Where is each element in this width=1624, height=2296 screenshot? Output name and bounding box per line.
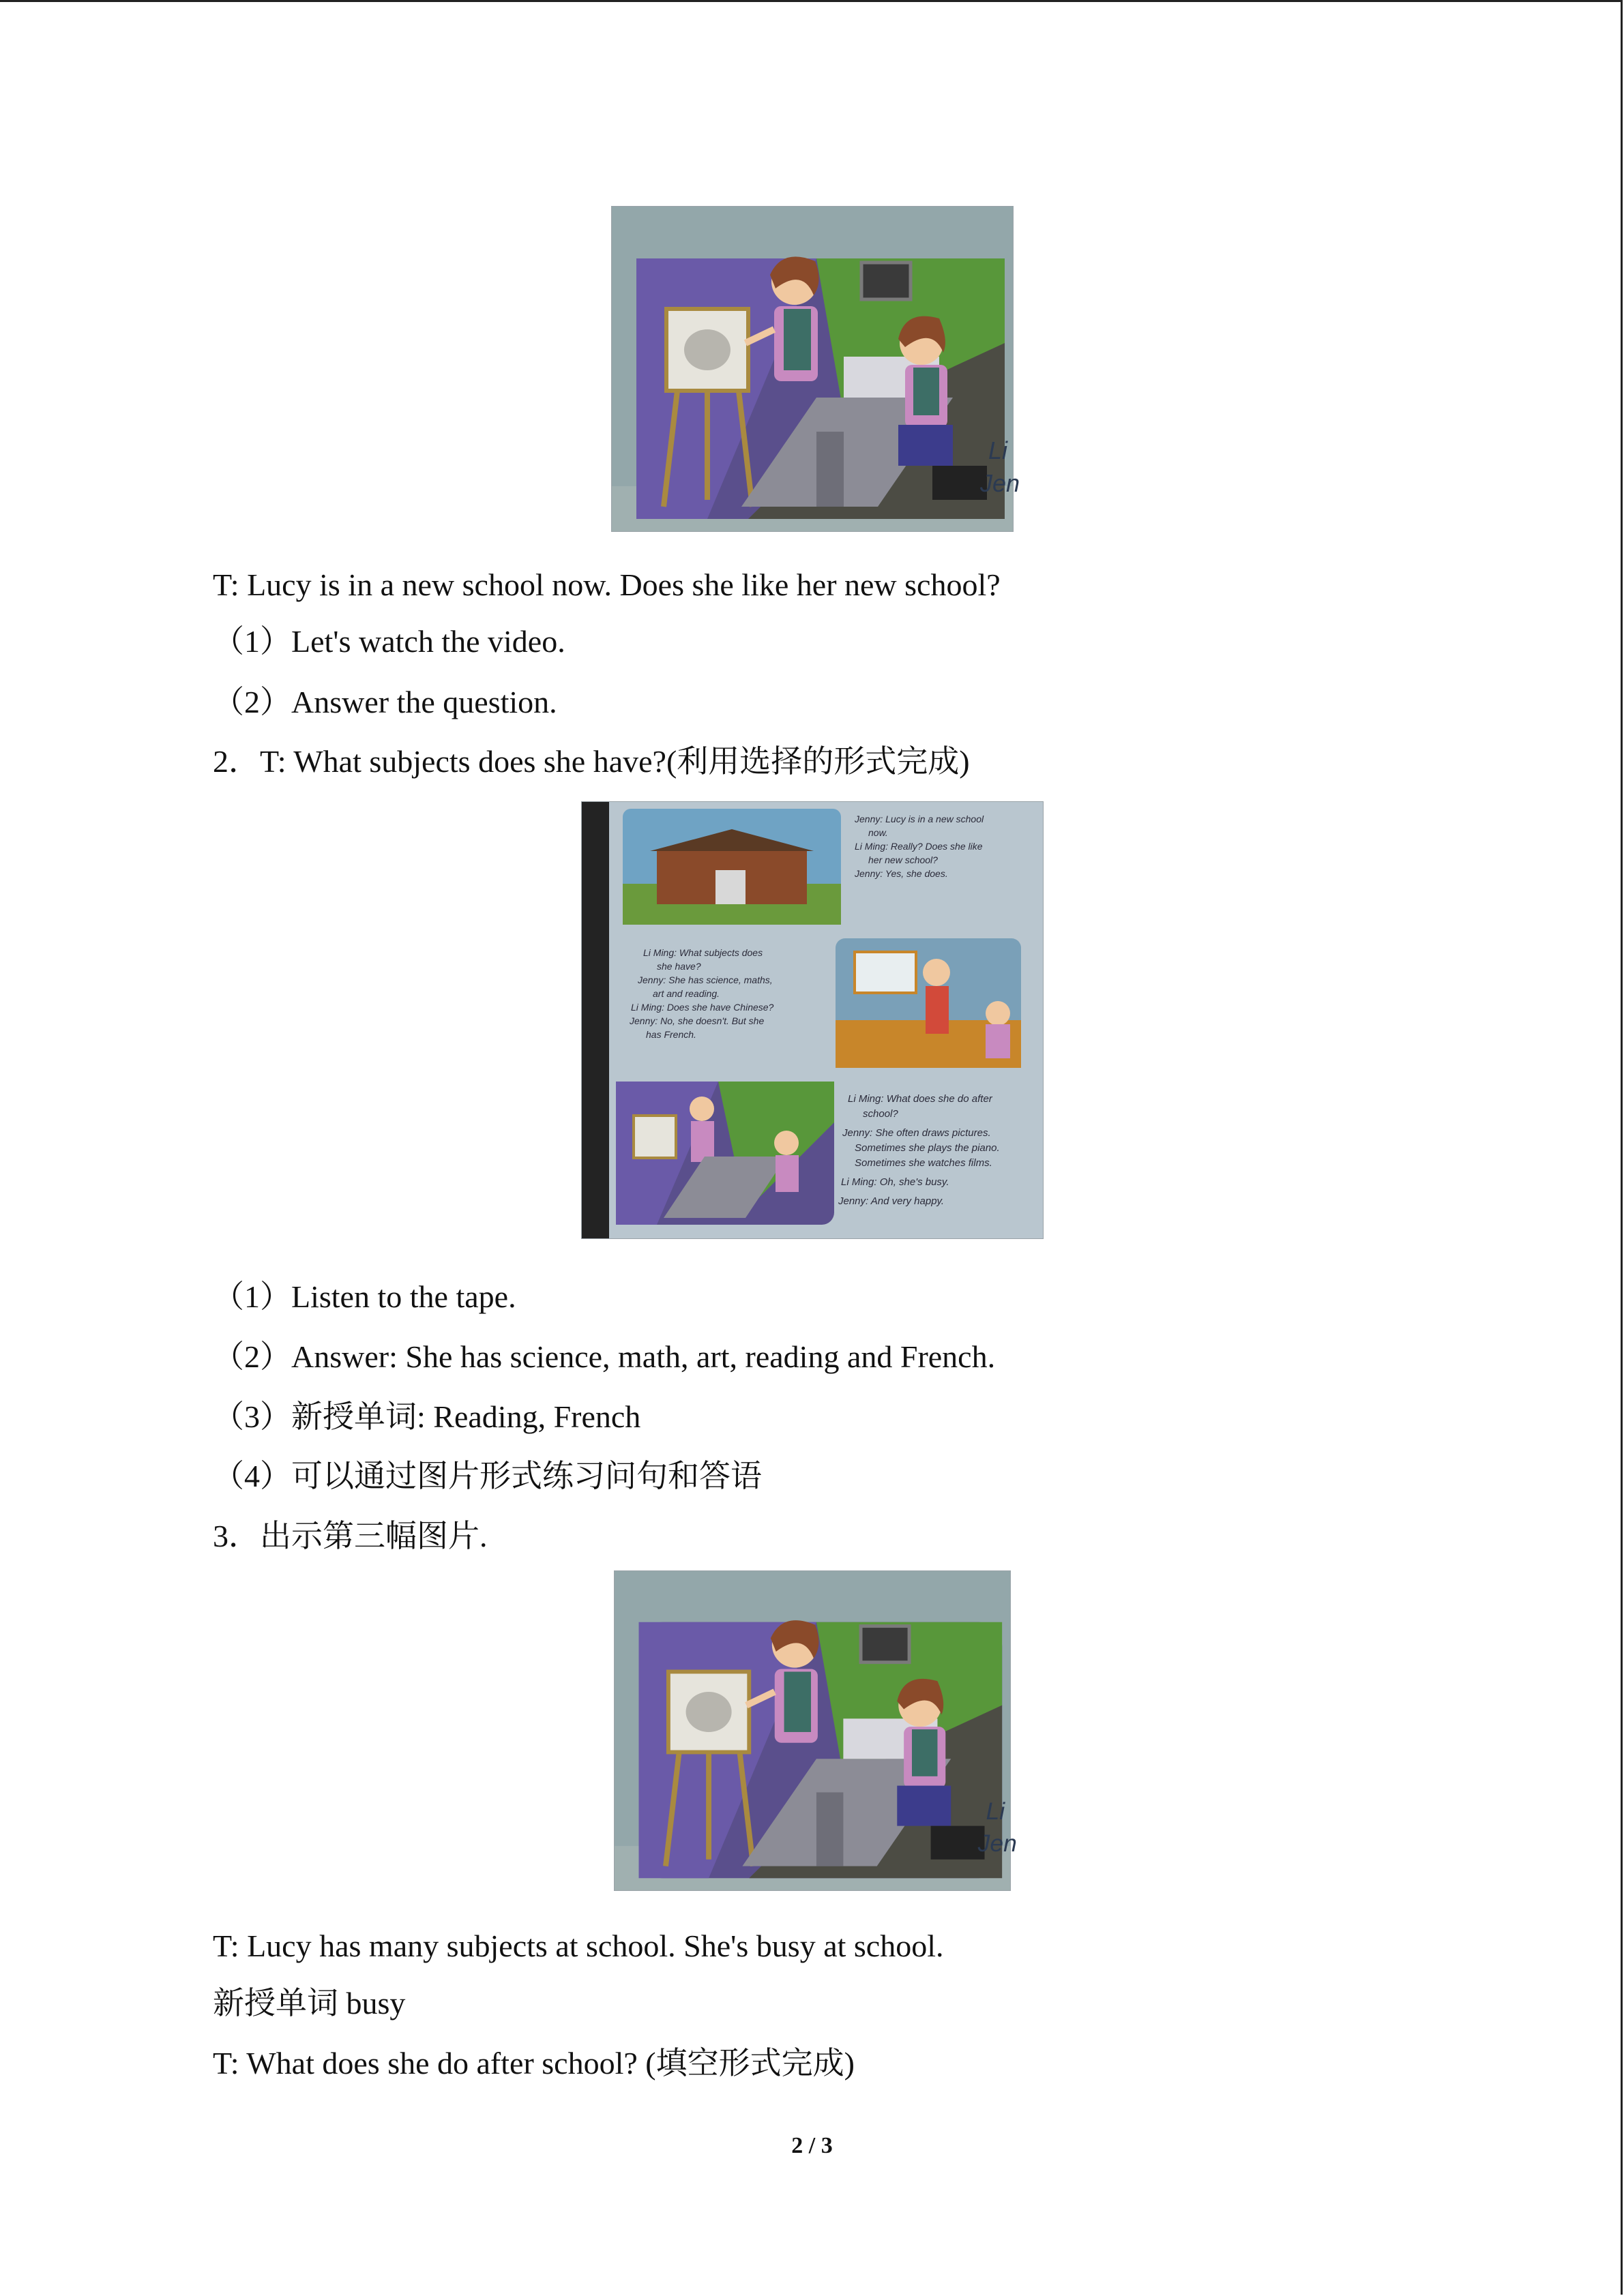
dialog3-line-7: Jenny: And very happy.	[838, 1195, 945, 1207]
edge-text-jen: Jen	[980, 469, 1020, 497]
dialog3-line-1: Li Ming: What does she do after	[848, 1093, 992, 1105]
dialog1-line-2: now.	[868, 827, 888, 838]
dialog1-line-1: Jenny: Lucy is in a new school	[855, 814, 984, 824]
edge-text-li-2: Li	[986, 1797, 1005, 1825]
dialog2-line-4: art and reading.	[653, 988, 720, 999]
dialog2-line-7: has French.	[646, 1029, 696, 1040]
dialog2-line-3: Jenny: She has science, maths,	[638, 974, 773, 985]
painting-piano-illustration	[612, 207, 1020, 531]
illustration-photo-painting-piano	[611, 206, 1020, 532]
dialog3-line-6: Li Ming: Oh, she's busy.	[841, 1176, 949, 1188]
textbook-page-photo	[581, 801, 1044, 1239]
dialog1-line-4: her new school?	[868, 854, 938, 865]
text-line-11: 新授单词 busy	[213, 1986, 406, 2021]
painting-piano-illustration-2	[615, 1571, 1017, 1890]
dialog1-line-3: Li Ming: Really? Does she like	[855, 841, 983, 852]
dialog3-line-2: school?	[863, 1108, 898, 1120]
dialog2-line-1: Li Ming: What subjects does	[643, 947, 763, 958]
dialog2-line-6: Jenny: No, she doesn't. But she	[630, 1015, 765, 1026]
text-line-6: （2）Answer: She has science, math, art, reading and French.	[213, 1339, 996, 1374]
dialog1-line-5: Jenny: Yes, she does.	[855, 868, 948, 879]
dialog3-line-4: Sometimes she plays the piano.	[855, 1142, 1000, 1154]
edge-text-li: Li	[988, 436, 1008, 464]
text-line-5: （1）Listen to the tape.	[213, 1279, 516, 1314]
dialog2-line-5: Li Ming: Does she have Chinese?	[631, 1002, 774, 1013]
text-line-10: T: Lucy has many subjects at school. She's busy at school.	[213, 1928, 944, 1963]
text-line-12: T: What does she do after school? (填空形式完成)	[213, 2046, 855, 2081]
text-line-8: （4）可以通过图片形式练习问句和答语	[213, 1459, 762, 1493]
illustration-photo-painting-piano-2	[614, 1570, 1017, 1891]
text-line-3: （2）Answer the question.	[213, 685, 557, 719]
edge-text-jen-2: Jen	[977, 1830, 1017, 1857]
text-line-4: 2．T: What subjects does she have?(利用选择的形式完成)	[213, 744, 970, 779]
dialog3-line-5: Sometimes she watches films.	[855, 1157, 992, 1169]
dialog2-line-2: she have?	[657, 961, 701, 972]
text-line-1: T: Lucy is in a new school now. Does she like her new school?	[213, 567, 1001, 602]
text-line-2: （1）Let's watch the video.	[213, 624, 565, 659]
dialog3-line-3: Jenny: She often draws pictures.	[842, 1127, 991, 1139]
text-line-7: （3）新授单词: Reading, French	[213, 1399, 641, 1434]
page-number: 2 / 3	[791, 2133, 833, 2158]
textbook-page-illustration	[582, 802, 1043, 1238]
text-line-9: 3．出示第三幅图片.	[213, 1519, 488, 1553]
